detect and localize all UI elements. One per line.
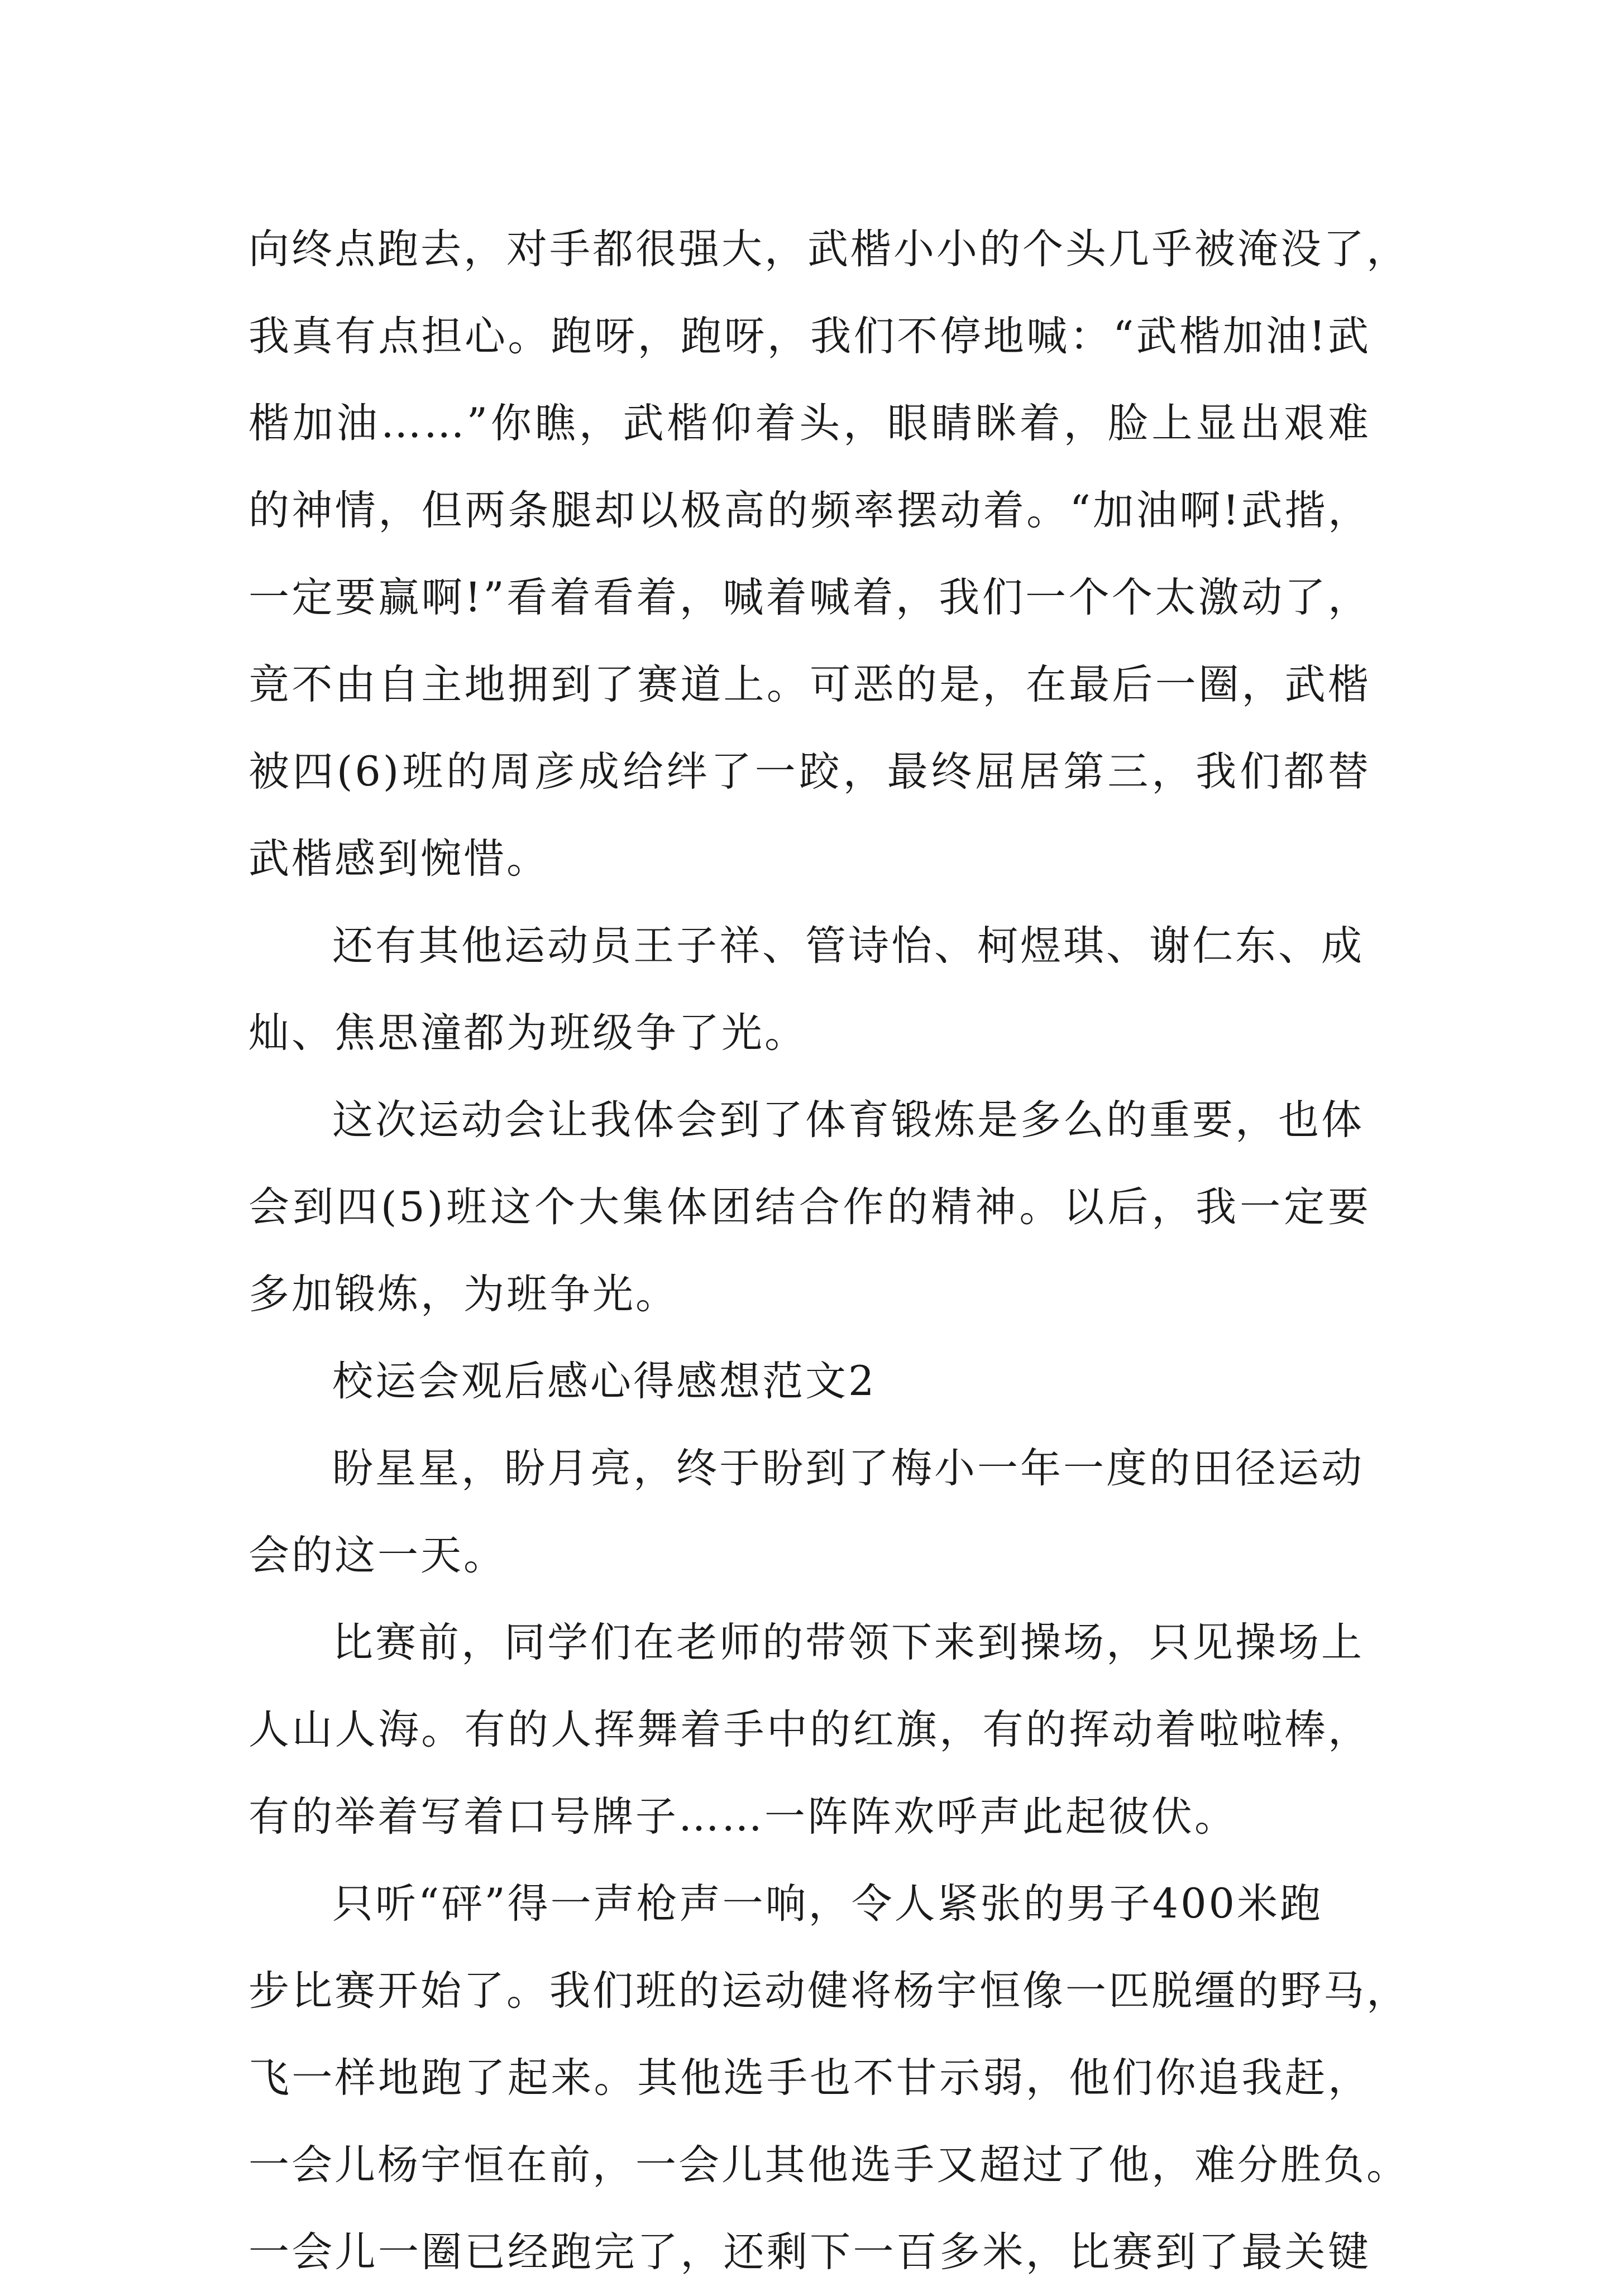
text-line: 一定要赢啊!”看着看着，喊着喊着，我们一个个太激动了， bbox=[248, 574, 1371, 621]
document-body bbox=[248, 206, 1409, 2296]
text-line: 有的举着写着口号牌子……一阵阵欢呼声此起彼伏。 bbox=[248, 1793, 1237, 1840]
text-line: 会到四(5)班这个大集体团结合作的精神。以后，我一定要 bbox=[248, 1183, 1371, 1231]
text-line: 竟不由自主地拥到了赛道上。可恶的是，在最后一圈，武楷 bbox=[248, 661, 1371, 708]
text-line: 楷加油……”你瞧，武楷仰着头，眼睛眯着，脸上显出艰难 bbox=[248, 400, 1371, 447]
paragraph-first-line: 盼星星，盼月亮，终于盼到了梅小一年一度的田径运动 bbox=[332, 1445, 1364, 1492]
text-line: 向终点跑去，对手都很强大，武楷小小的个头几乎被淹没了， bbox=[248, 226, 1409, 273]
section-heading: 校运会观后感心得感想范文2 bbox=[332, 1358, 877, 1405]
text-line: 武楷感到惋惜。 bbox=[248, 835, 549, 883]
text-line: 我真有点担心。跑呀，跑呀，我们不停地喊：“武楷加油!武 bbox=[248, 313, 1371, 360]
paragraph-first-line: 比赛前，同学们在老师的带领下来到操场，只见操场上 bbox=[332, 1619, 1364, 1666]
text-line: 被四(6)班的周彦成给绊了一跤，最终屈居第三，我们都替 bbox=[248, 748, 1371, 795]
text-line: 一会儿杨宇恒在前，一会儿其他选手又超过了他，难分胜负。 bbox=[248, 2141, 1409, 2189]
text-line: 的神情，但两条腿却以极高的频率摆动着。“加油啊!武揩， bbox=[248, 487, 1371, 534]
text-line: 一会儿一圈已经跑完了，还剩下一百多米，比赛到了最关键 bbox=[248, 2228, 1371, 2276]
text-line: 会的这一天。 bbox=[248, 1532, 506, 1579]
text-line: 灿、焦思潼都为班级争了光。 bbox=[248, 1009, 807, 1057]
text-line: 飞一样地跑了起来。其他选手也不甘示弱，他们你追我赶， bbox=[248, 2054, 1371, 2102]
text-line: 人山人海。有的人挥舞着手中的红旗，有的挥动着啦啦棒， bbox=[248, 1706, 1371, 1753]
text-line: 步比赛开始了。我们班的运动健将杨宇恒像一匹脱缰的野马， bbox=[248, 1967, 1409, 2015]
paragraph-first-line: 只听“砰”得一声枪声一响，令人紧张的男子400米跑 bbox=[332, 1880, 1323, 1928]
paragraph-first-line: 还有其他运动员王子祥、管诗怡、柯煜琪、谢仁东、成 bbox=[332, 922, 1364, 970]
paragraph-first-line: 这次运动会让我体会到了体育锻炼是多么的重要，也体 bbox=[332, 1096, 1364, 1144]
text-line: 多加锻炼，为班争光。 bbox=[248, 1271, 678, 1318]
